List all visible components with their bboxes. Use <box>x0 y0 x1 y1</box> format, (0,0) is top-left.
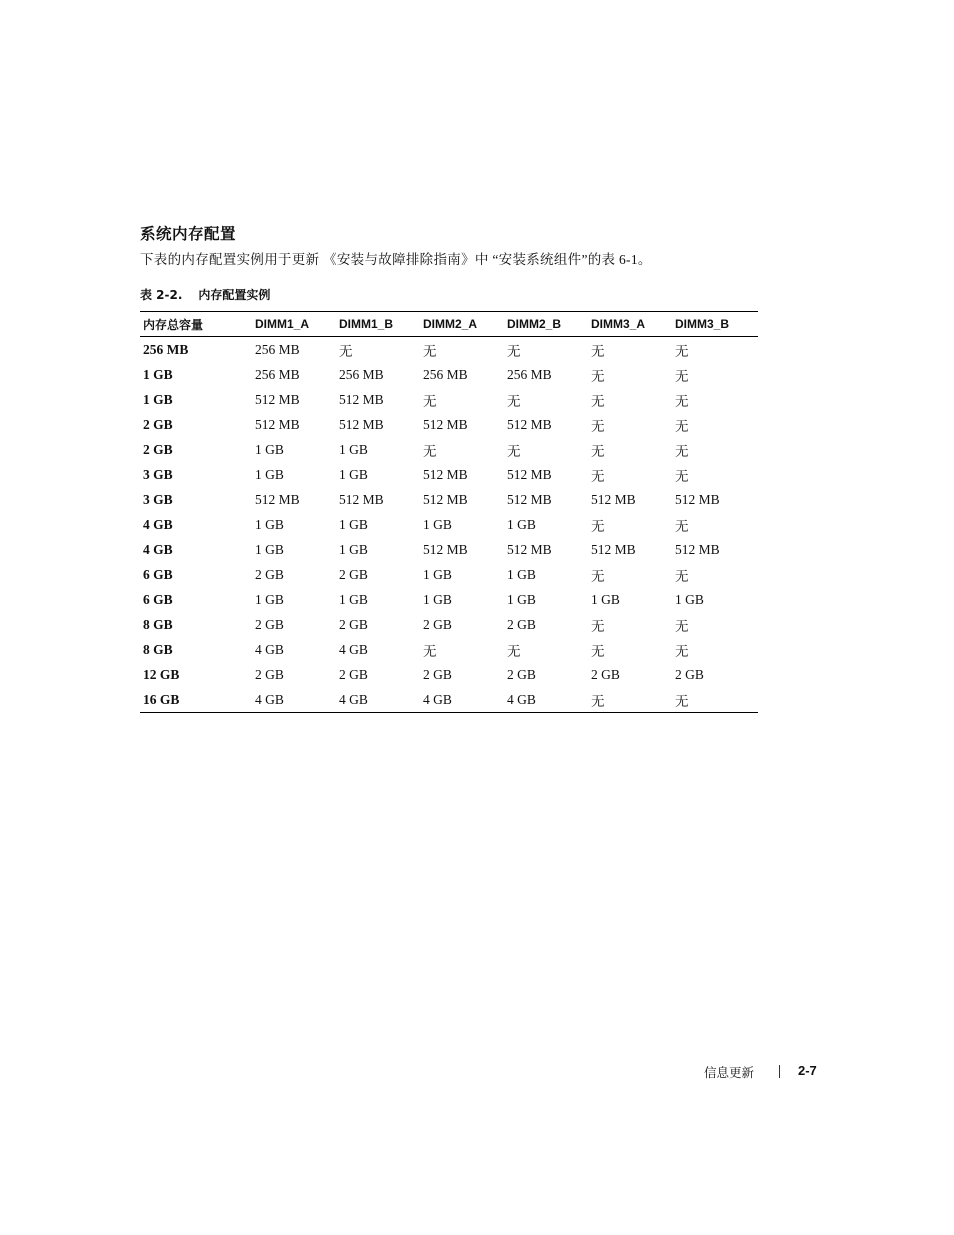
cell-total-memory: 16 GB <box>140 687 251 713</box>
cell-dimm-value: 无 <box>591 368 605 384</box>
table-row <box>140 337 758 363</box>
cell-dimm-value: 512 MB <box>675 541 720 557</box>
cell-dimm-value: 无 <box>423 343 437 359</box>
table-row <box>140 387 758 412</box>
cell-dimm-value: 256 MB <box>255 366 300 382</box>
cell-dimm-value: 512 MB <box>423 541 468 557</box>
cell-dimm-value: 无 <box>339 343 353 359</box>
header-dimm3-a: DIMM3_A <box>587 312 671 337</box>
cell-dimm-value: 512 MB <box>423 466 468 482</box>
cell-dimm-value: 2 GB <box>339 566 368 582</box>
cell-dimm-value: 2 GB <box>255 666 284 682</box>
cell-dimm-value: 512 MB <box>423 491 468 507</box>
cell-dimm-value: 512 MB <box>507 466 552 482</box>
table-header-row <box>140 312 758 337</box>
cell-dimm-value: 1 GB <box>255 441 284 457</box>
cell-dimm-value: 无 <box>675 568 689 584</box>
cell-dimm-value: 4 GB <box>255 641 284 657</box>
cell-dimm-value: 1 GB <box>255 466 284 482</box>
memory-config-table <box>140 311 758 713</box>
table-row <box>140 662 758 687</box>
cell-total-memory: 6 GB <box>143 591 173 607</box>
section-title: 系统内存配置 <box>140 225 237 243</box>
table-row <box>140 587 758 612</box>
cell-dimm-value: 4 GB <box>251 687 335 713</box>
cell-dimm-value: 1 GB <box>339 541 368 557</box>
table-row <box>140 362 758 387</box>
cell-dimm-value: 2 GB <box>339 616 368 632</box>
table-row <box>140 562 758 587</box>
cell-dimm-value: 无 <box>423 443 437 459</box>
cell-total-memory: 4 GB <box>143 516 173 532</box>
cell-dimm-value: 512 MB <box>339 491 384 507</box>
header-dimm1-b: DIMM1_B <box>335 312 419 337</box>
cell-dimm-value: 512 MB <box>507 416 552 432</box>
intro-paragraph: 下表的内存配置实例用于更新 《安装与故障排除指南》中 “安装系统组件”的表 6-1。 <box>140 252 652 267</box>
cell-total-memory: 6 GB <box>143 566 173 582</box>
cell-dimm-value: 1 GB <box>255 541 284 557</box>
cell-dimm-value: 512 MB <box>423 416 468 432</box>
cell-dimm-value: 无 <box>591 618 605 634</box>
cell-dimm-value: 1 GB <box>339 516 368 532</box>
cell-dimm-value: 无 <box>675 518 689 534</box>
cell-total-memory: 8 GB <box>143 616 173 632</box>
cell-dimm-value: 512 MB <box>339 416 384 432</box>
cell-dimm-value: 512 MB <box>255 491 300 507</box>
cell-dimm-value: 512 MB <box>255 416 300 432</box>
cell-dimm-value: 1 GB <box>339 441 368 457</box>
header-dimm2-a: DIMM2_A <box>419 312 503 337</box>
cell-dimm-value: 2 GB <box>675 666 704 682</box>
cell-dimm-value: 1 GB <box>591 591 620 607</box>
cell-dimm-value: 无 <box>587 687 671 713</box>
table-row <box>140 412 758 437</box>
cell-total-memory: 4 GB <box>143 541 173 557</box>
cell-dimm-value: 2 GB <box>591 666 620 682</box>
footer-section-name: 信息更新 <box>704 1065 755 1080</box>
cell-total-memory: 12 GB <box>143 666 180 682</box>
table-body <box>140 337 758 713</box>
cell-dimm-value: 无 <box>423 393 437 409</box>
cell-dimm-value: 1 GB <box>675 591 704 607</box>
cell-dimm-value: 无 <box>591 393 605 409</box>
cell-dimm-value: 1 GB <box>339 466 368 482</box>
cell-dimm-value: 256 MB <box>339 366 384 382</box>
cell-dimm-value: 无 <box>591 418 605 434</box>
cell-dimm-value: 无 <box>423 643 437 659</box>
cell-dimm-value: 1 GB <box>507 516 536 532</box>
cell-dimm-value: 无 <box>591 343 605 359</box>
cell-dimm-value: 无 <box>675 418 689 434</box>
cell-dimm-value: 1 GB <box>423 591 452 607</box>
cell-dimm-value: 512 MB <box>675 491 720 507</box>
cell-dimm-value: 512 MB <box>591 541 636 557</box>
cell-dimm-value: 无 <box>675 393 689 409</box>
table-caption-title: 内存配置实例 <box>198 288 271 302</box>
table-row <box>140 487 758 512</box>
cell-dimm-value: 2 GB <box>507 616 536 632</box>
cell-dimm-value: 无 <box>675 468 689 484</box>
cell-dimm-value: 256 MB <box>255 341 300 357</box>
table-caption-number: 表 2-2. <box>140 288 183 302</box>
table-row <box>140 462 758 487</box>
cell-dimm-value: 4 GB <box>503 687 587 713</box>
table-row <box>140 637 758 662</box>
cell-total-memory: 1 GB <box>143 391 173 407</box>
cell-dimm-value: 无 <box>507 643 521 659</box>
cell-dimm-value: 1 GB <box>423 516 452 532</box>
cell-dimm-value: 1 GB <box>339 591 368 607</box>
cell-dimm-value: 256 MB <box>507 366 552 382</box>
cell-dimm-value: 1 GB <box>507 591 536 607</box>
cell-dimm-value: 4 GB <box>339 641 368 657</box>
cell-dimm-value: 无 <box>675 343 689 359</box>
cell-dimm-value: 4 GB <box>419 687 503 713</box>
header-total-memory: 内存总容量 <box>140 312 251 337</box>
cell-dimm-value: 无 <box>671 687 758 713</box>
cell-dimm-value: 无 <box>507 393 521 409</box>
header-dimm1-a: DIMM1_A <box>251 312 335 337</box>
cell-total-memory: 2 GB <box>143 441 173 457</box>
cell-dimm-value: 1 GB <box>507 566 536 582</box>
table-row <box>140 437 758 462</box>
table-caption <box>140 286 270 303</box>
cell-dimm-value: 无 <box>675 618 689 634</box>
cell-dimm-value: 2 GB <box>423 666 452 682</box>
cell-dimm-value: 1 GB <box>255 516 284 532</box>
cell-dimm-value: 无 <box>591 518 605 534</box>
header-dimm2-b: DIMM2_B <box>503 312 587 337</box>
cell-dimm-value: 512 MB <box>255 391 300 407</box>
cell-dimm-value: 无 <box>591 443 605 459</box>
cell-dimm-value: 无 <box>675 368 689 384</box>
cell-dimm-value: 2 GB <box>255 566 284 582</box>
cell-total-memory: 8 GB <box>143 641 173 657</box>
cell-dimm-value: 无 <box>591 643 605 659</box>
cell-dimm-value: 1 GB <box>255 591 284 607</box>
cell-dimm-value: 512 MB <box>339 391 384 407</box>
footer-separator <box>779 1065 780 1078</box>
cell-dimm-value: 512 MB <box>507 541 552 557</box>
cell-dimm-value: 无 <box>675 643 689 659</box>
table-row <box>140 687 758 713</box>
cell-dimm-value: 2 GB <box>423 616 452 632</box>
cell-dimm-value: 4 GB <box>335 687 419 713</box>
cell-dimm-value: 无 <box>507 343 521 359</box>
cell-dimm-value: 2 GB <box>255 616 284 632</box>
cell-dimm-value: 512 MB <box>507 491 552 507</box>
cell-dimm-value: 256 MB <box>423 366 468 382</box>
cell-dimm-value: 无 <box>507 443 521 459</box>
cell-total-memory: 256 MB <box>143 341 189 357</box>
cell-dimm-value: 512 MB <box>591 491 636 507</box>
cell-dimm-value: 无 <box>591 468 605 484</box>
cell-dimm-value: 2 GB <box>339 666 368 682</box>
header-dimm3-b: DIMM3_B <box>671 312 758 337</box>
cell-total-memory: 2 GB <box>143 416 173 432</box>
cell-total-memory: 1 GB <box>143 366 173 382</box>
table-row <box>140 612 758 637</box>
cell-dimm-value: 无 <box>675 443 689 459</box>
cell-total-memory: 3 GB <box>143 491 173 507</box>
table-row <box>140 537 758 562</box>
page-number: 2-7 <box>798 1063 817 1078</box>
table-row <box>140 512 758 537</box>
cell-dimm-value: 2 GB <box>507 666 536 682</box>
cell-total-memory: 3 GB <box>143 466 173 482</box>
cell-dimm-value: 无 <box>591 568 605 584</box>
cell-dimm-value: 1 GB <box>423 566 452 582</box>
